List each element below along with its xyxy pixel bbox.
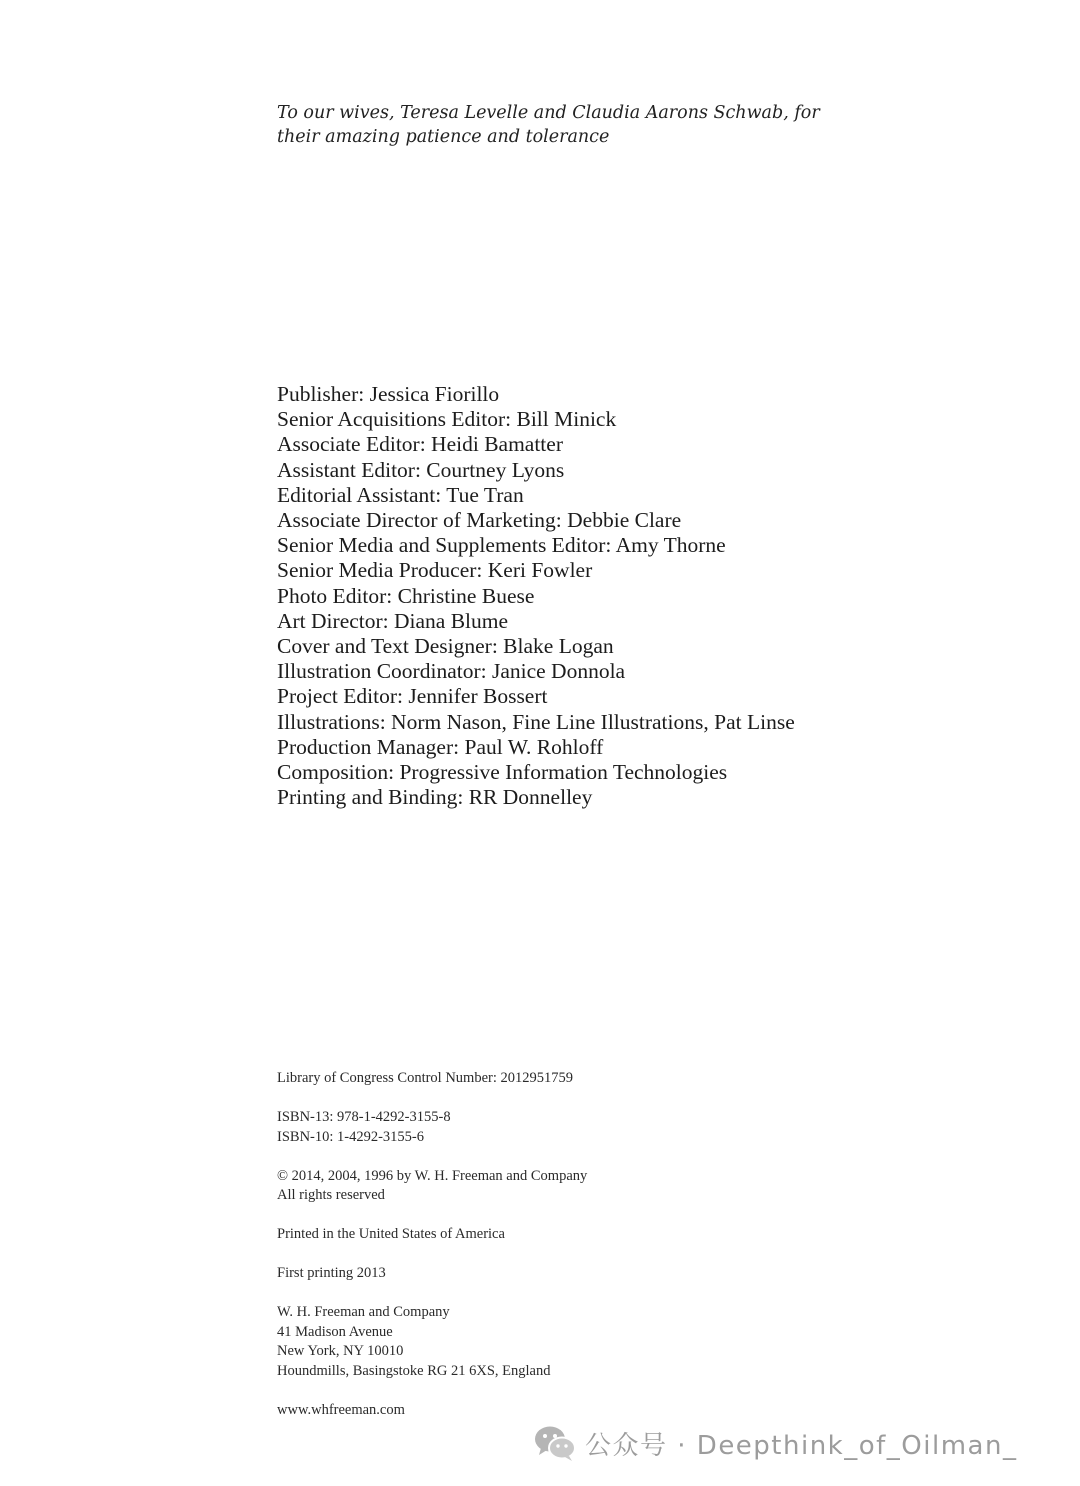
isbn-13: ISBN-13: 978-1-4292-3155-8 bbox=[277, 1109, 451, 1125]
lccn-block bbox=[277, 1069, 777, 1089]
watermark bbox=[533, 1421, 1017, 1465]
credit-line: Art Director: Diana Blume bbox=[277, 608, 509, 633]
website-block bbox=[277, 1401, 777, 1421]
website-link: www.whfreeman.com bbox=[277, 1401, 405, 1418]
credit-line: Composition: Progressive Information Technologies bbox=[277, 760, 728, 785]
isbn-block bbox=[277, 1108, 777, 1147]
publisher-name: W. H. Freeman and Company bbox=[277, 1304, 450, 1320]
publisher-address bbox=[277, 1303, 777, 1381]
colophon bbox=[277, 1069, 777, 1440]
credit-line: Production Manager: Paul W. Rohloff bbox=[277, 734, 604, 759]
credit-line: Editorial Assistant: Tue Tran bbox=[277, 482, 524, 507]
dedication: To our wives, Teresa Levelle and Claudia Aarons Schwab, for their amazing patience and tolerance bbox=[277, 103, 820, 147]
copyright: © 2014, 2004, 1996 by W. H. Freeman and Company bbox=[277, 1167, 588, 1184]
first-printing: First printing 2013 bbox=[277, 1265, 386, 1281]
credit-line: Senior Media and Supplements Editor: Amy Thorne bbox=[277, 533, 726, 558]
first-printing-block bbox=[277, 1264, 777, 1284]
address-uk: Houndmills, Basingstoke RG 21 6XS, England bbox=[277, 1362, 551, 1379]
credit-line: Publisher: Jessica Fiorillo bbox=[277, 382, 500, 406]
wechat-icon bbox=[533, 1423, 577, 1463]
credit-line: Project Editor: Jennifer Bossert bbox=[277, 684, 548, 709]
credit-line: Illustrations: Norm Nason, Fine Line Illustrations, Pat Linse bbox=[277, 709, 795, 734]
credit-line: Printing and Binding: RR Donnelley bbox=[277, 785, 593, 810]
credit-line: Assistant Editor: Courtney Lyons bbox=[277, 457, 565, 482]
watermark-text: 公众号 · Deepthink_of_Oilman_ bbox=[585, 1430, 1018, 1461]
credit-line: Senior Acquisitions Editor: Bill Minick bbox=[277, 407, 617, 432]
credit-line: Illustration Coordinator: Janice Donnola bbox=[277, 659, 626, 684]
credit-line: Senior Media Producer: Keri Fowler bbox=[277, 558, 593, 583]
rights-reserved: All rights reserved bbox=[277, 1187, 385, 1203]
credit-line: Associate Editor: Heidi Bamatter bbox=[277, 432, 563, 457]
credits-list bbox=[277, 382, 817, 810]
isbn-10: ISBN-10: 1-4292-3155-6 bbox=[277, 1128, 425, 1145]
printed-in-block bbox=[277, 1225, 777, 1245]
address-street: 41 Madison Avenue bbox=[277, 1323, 393, 1340]
printed-in: Printed in the United States of America bbox=[277, 1226, 505, 1242]
credit-line: Associate Director of Marketing: Debbie Clare bbox=[277, 508, 682, 533]
credit-line: Cover and Text Designer: Blake Logan bbox=[277, 634, 614, 659]
lccn: Library of Congress Control Number: 2012951759 bbox=[277, 1070, 574, 1086]
copyright-block bbox=[277, 1167, 777, 1206]
credit-line: Photo Editor: Christine Buese bbox=[277, 583, 535, 608]
address-city: New York, NY 10010 bbox=[277, 1343, 404, 1359]
